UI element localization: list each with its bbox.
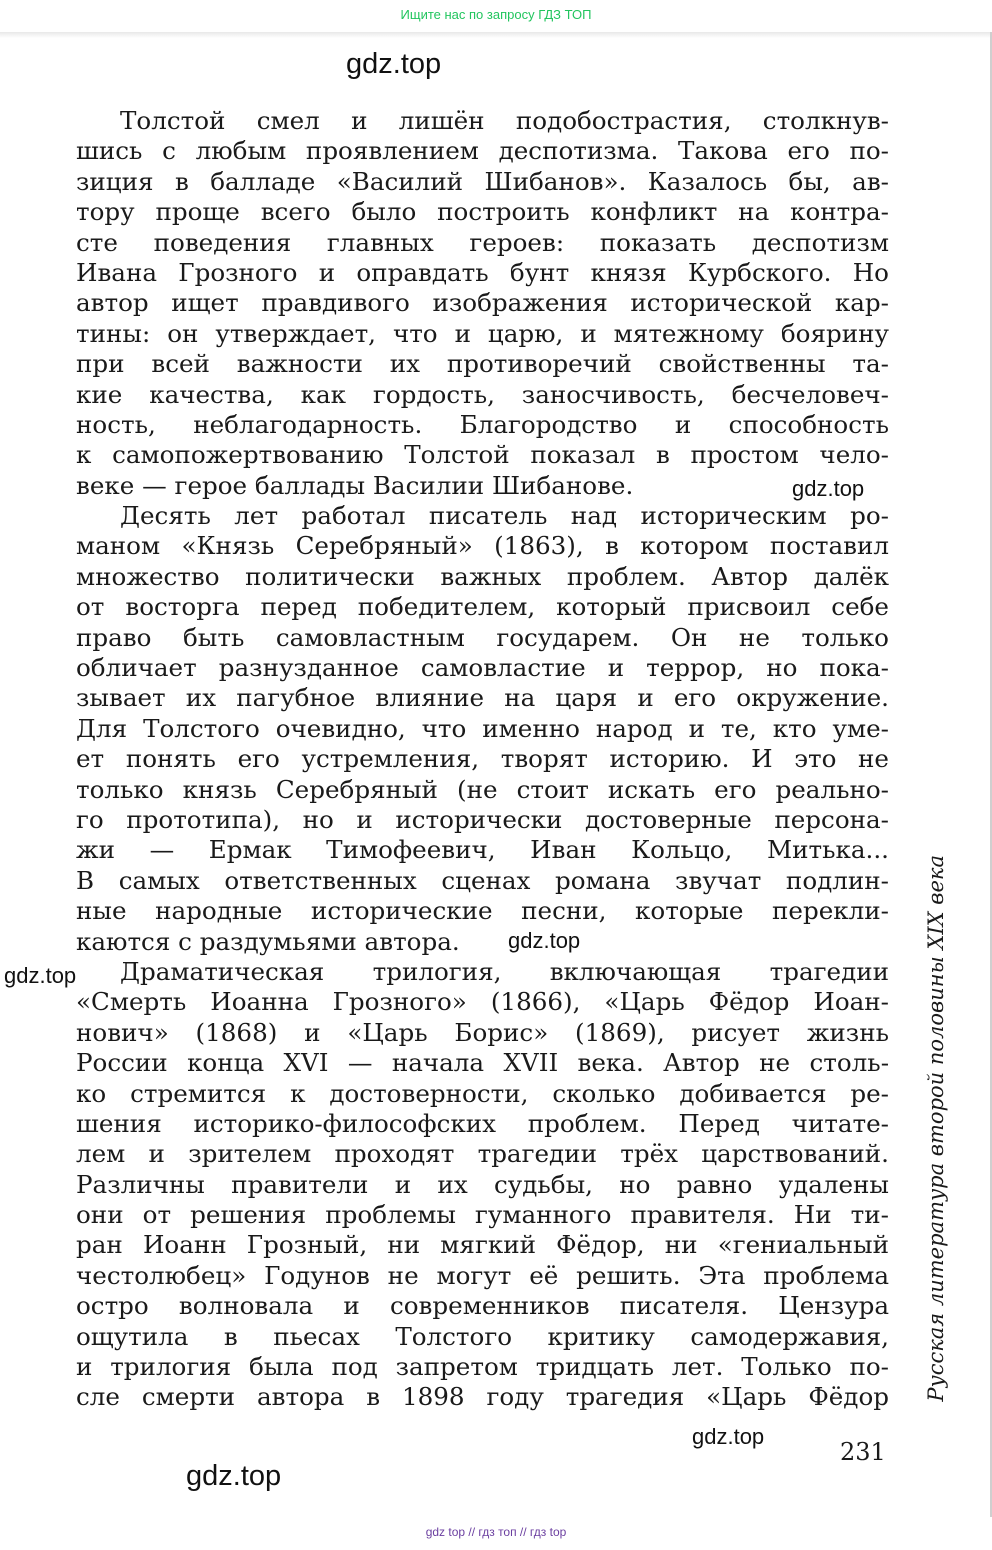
text-line: Ивана Грозного и оправдать бунт князя Курбского. Но bbox=[76, 257, 889, 287]
text-line: шения историко-философских проблем. Перед читате- bbox=[76, 1108, 889, 1138]
text-line: жи — Ермак Тимофеевич, Иван Кольцо, Митька... bbox=[76, 835, 889, 865]
paragraph-1 bbox=[76, 106, 889, 501]
watermark: gdz.top bbox=[692, 1424, 765, 1449]
watermark: gdz.top bbox=[792, 476, 865, 501]
text-line: тины: он утверждает, что и царю, и мятежному боярину bbox=[76, 318, 889, 348]
text-line: ет понять его устремления, творят историю. И это не bbox=[76, 744, 889, 774]
text-line: они от решения проблемы гуманного правителя. Ни ти- bbox=[76, 1200, 889, 1230]
text-line: право быть самовластным государем. Он не только bbox=[76, 622, 889, 652]
text-line: веке — герое баллады Василии Шибанове. bbox=[76, 470, 634, 500]
text-line: кие качества, как гордость, заносчивость, бесчеловеч- bbox=[76, 379, 889, 409]
running-title bbox=[920, 842, 952, 1415]
text-line: тору проще всего было построить конфликт на контра- bbox=[76, 197, 889, 227]
text-line: честолюбец» Годунов не могут её решить. Эта проблема bbox=[76, 1260, 889, 1290]
text-line: ко стремится к достоверности, сколько добивается ре- bbox=[76, 1078, 889, 1108]
text-line: Толстой смел и лишён подобострастия, столкнув- bbox=[120, 106, 889, 135]
text-line: автор ищет правдивого изображения исторической кар- bbox=[76, 288, 889, 318]
text-line: обличает разнузданное самовластие и террор, но пока- bbox=[76, 653, 889, 683]
text-line: нович» (1868) и «Царь Борис» (1869), рисует жизнь bbox=[76, 1017, 889, 1047]
top-banner[interactable]: Ищите нас по запросу ГДЗ ТОП bbox=[400, 7, 592, 22]
text-line: сле смерти автора в 1898 году трагедия «Царь Фёдор bbox=[76, 1382, 889, 1412]
text-line: «Смерть Иоанна Грозного» (1866), «Царь Фёдор Иоан- bbox=[76, 987, 889, 1017]
paragraph-3 bbox=[76, 957, 889, 1413]
text-line: маном «Князь Серебряный» (1863), в котором поставил bbox=[76, 531, 889, 561]
text-line: остро волновала и современников писателя. Цензура bbox=[76, 1291, 889, 1321]
text-line: го прототипа), но и исторически достоверные персона- bbox=[76, 804, 889, 834]
top-shadow bbox=[0, 32, 992, 38]
page-number: 231 bbox=[840, 1438, 886, 1466]
text-line: ощутила в пьесах Толстого критику самодержавия, bbox=[76, 1321, 889, 1351]
text-line: Драматическая трилогия, включающая трагедии bbox=[120, 956, 889, 986]
running-title-text: Русская литература второй половины XIX века bbox=[924, 855, 948, 1402]
page-text bbox=[76, 106, 889, 1413]
text-line: ные народные исторические песни, которые перекли- bbox=[76, 896, 889, 926]
text-line: Для Толстого очевидно, что именно народ и те, кто уме- bbox=[76, 713, 889, 743]
text-line: только князь Серебряный (не стоит искать его реально- bbox=[76, 774, 889, 804]
text-line: Десять лет работал писатель над историческим ро- bbox=[120, 501, 889, 531]
bottom-banner[interactable]: gdz top // гдз топ // гдз top bbox=[425, 1525, 567, 1539]
text-line: множество политически важных проблем. Автор далёк bbox=[76, 561, 889, 591]
text-line: сте поведения главных героев: показать деспотизм bbox=[76, 227, 889, 257]
watermark: gdz.top bbox=[4, 963, 77, 988]
text-line: каются с раздумьями автора. bbox=[76, 926, 460, 956]
text-line: от восторга перед победителем, который присвоил себе bbox=[76, 592, 889, 622]
text-line: шись с любым проявлением деспотизма. Такова его по- bbox=[76, 136, 889, 166]
text-line: Различны правители и их судьбы, но равно удалены bbox=[76, 1169, 889, 1199]
text-line: зиция в балладе «Василий Шибанов». Казалось бы, ав- bbox=[76, 166, 889, 196]
text-line: лем и зрителем проходят трагедии трёх царствований. bbox=[76, 1139, 889, 1169]
text-line: при всей важности их противоречий свойственны та- bbox=[76, 349, 889, 379]
text-line: ран Иоанн Грозный, ни мягкий Фёдор, ни «гениальный bbox=[76, 1230, 889, 1260]
text-line: России конца XVI — начала XVII века. Автор не столь- bbox=[76, 1048, 889, 1078]
paragraph-2 bbox=[76, 501, 889, 957]
text-line: В самых ответственных сценах романа звучат подлин- bbox=[76, 865, 889, 895]
text-line: зывает их пагубное влияние на царя и его окружение. bbox=[76, 683, 889, 713]
watermark: gdz.top bbox=[508, 928, 581, 953]
watermark: gdz.top bbox=[186, 1460, 282, 1492]
text-line: к самопожертвованию Толстой показал в простом чело- bbox=[76, 440, 889, 470]
text-line: и трилогия была под запретом тридцать лет. Только по- bbox=[76, 1352, 889, 1382]
text-line: ность, неблагодарность. Благородство и способность bbox=[76, 409, 889, 439]
watermark: gdz.top bbox=[346, 48, 442, 80]
